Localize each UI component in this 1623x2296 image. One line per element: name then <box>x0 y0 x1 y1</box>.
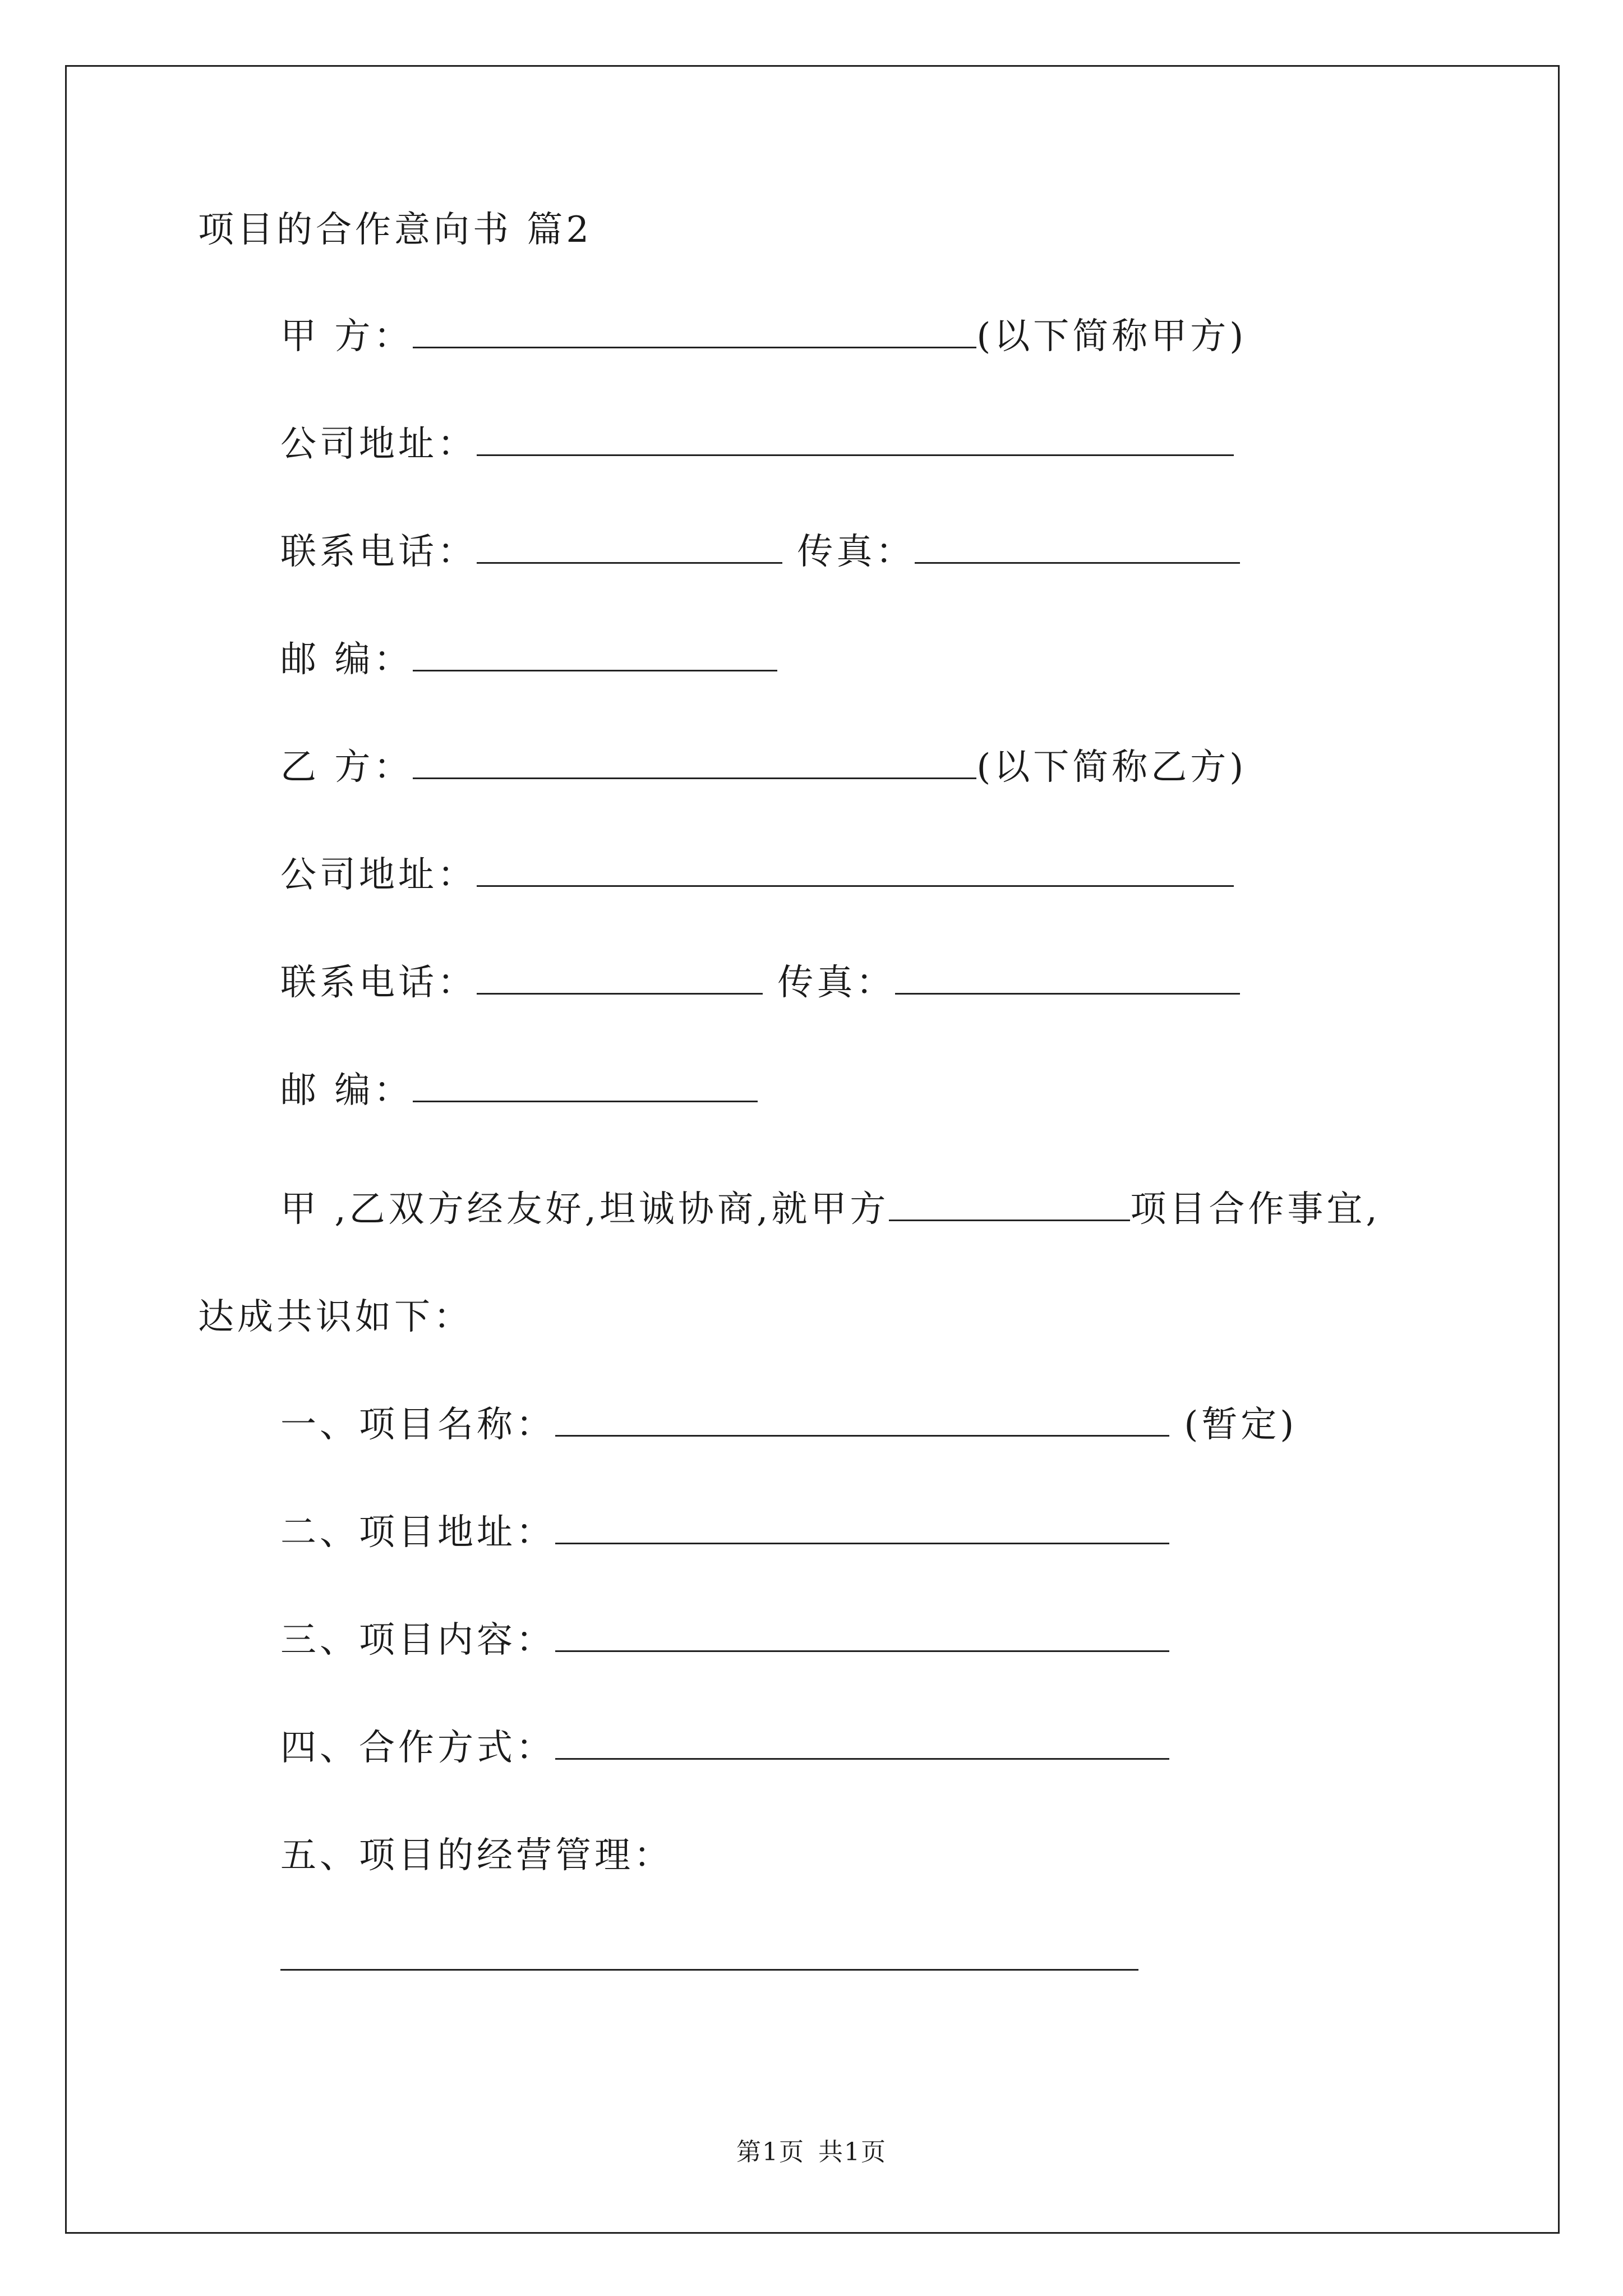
item-cooperation-mode: 四、合作方式： <box>280 1726 1169 1770</box>
party-b-address-field[interactable] <box>477 853 1234 887</box>
party-a-address-row: 公司地址： <box>280 422 1234 467</box>
page-footer <box>0 2132 1623 2168</box>
party-b-address-row: 公司地址： <box>280 853 1234 898</box>
page-total: 共1页 <box>818 2138 887 2166</box>
cooperation-mode-field[interactable] <box>555 1726 1169 1760</box>
party-a-zip-field[interactable] <box>413 637 777 671</box>
item-project-name: 一、项目名称： (暂定) <box>280 1402 1297 1447</box>
party-a-name-field[interactable] <box>413 314 976 348</box>
party-a-zip-row: 邮 编： <box>280 637 777 682</box>
party-b-zip-field[interactable] <box>413 1068 758 1102</box>
project-address-field[interactable] <box>555 1510 1169 1544</box>
operation-management-field[interactable] <box>280 1969 1138 1971</box>
party-b-name-field[interactable] <box>413 745 976 779</box>
party-a-phone-field[interactable] <box>477 530 782 564</box>
intro-paragraph: 甲 ,乙双方经友好,坦诚协商,就甲方 项目合作事宜, <box>280 1187 1381 1232</box>
party-a-fax-field[interactable] <box>915 530 1240 564</box>
project-name-inline-field[interactable] <box>889 1187 1130 1221</box>
item-operation-management: 五、项目的经营管理： <box>280 1835 673 1876</box>
party-b-contact-row: 联系电话： 传真： <box>280 960 1240 1005</box>
party-a-contact-row: 联系电话： 传真： <box>280 530 1240 574</box>
party-b-row: 乙 方： (以下简称乙方) <box>280 745 1247 790</box>
document-title: 项目的合作意向书 篇2 <box>198 209 593 251</box>
page-number: 第1页 <box>736 2138 805 2166</box>
project-name-field[interactable] <box>555 1402 1169 1437</box>
party-b-phone-field[interactable] <box>477 960 763 995</box>
party-b-fax-field[interactable] <box>895 960 1240 995</box>
page-border <box>65 65 1560 2234</box>
party-a-address-field[interactable] <box>477 422 1234 456</box>
project-content-field[interactable] <box>555 1618 1169 1652</box>
item-project-address: 二、项目地址： <box>280 1510 1169 1555</box>
party-a-row: 甲 方： (以下简称甲方) <box>280 314 1247 359</box>
item-project-content: 三、项目内容： <box>280 1618 1169 1663</box>
party-b-zip-row: 邮 编： <box>280 1068 758 1113</box>
intro-paragraph-cont: 达成共识如下： <box>198 1296 473 1338</box>
